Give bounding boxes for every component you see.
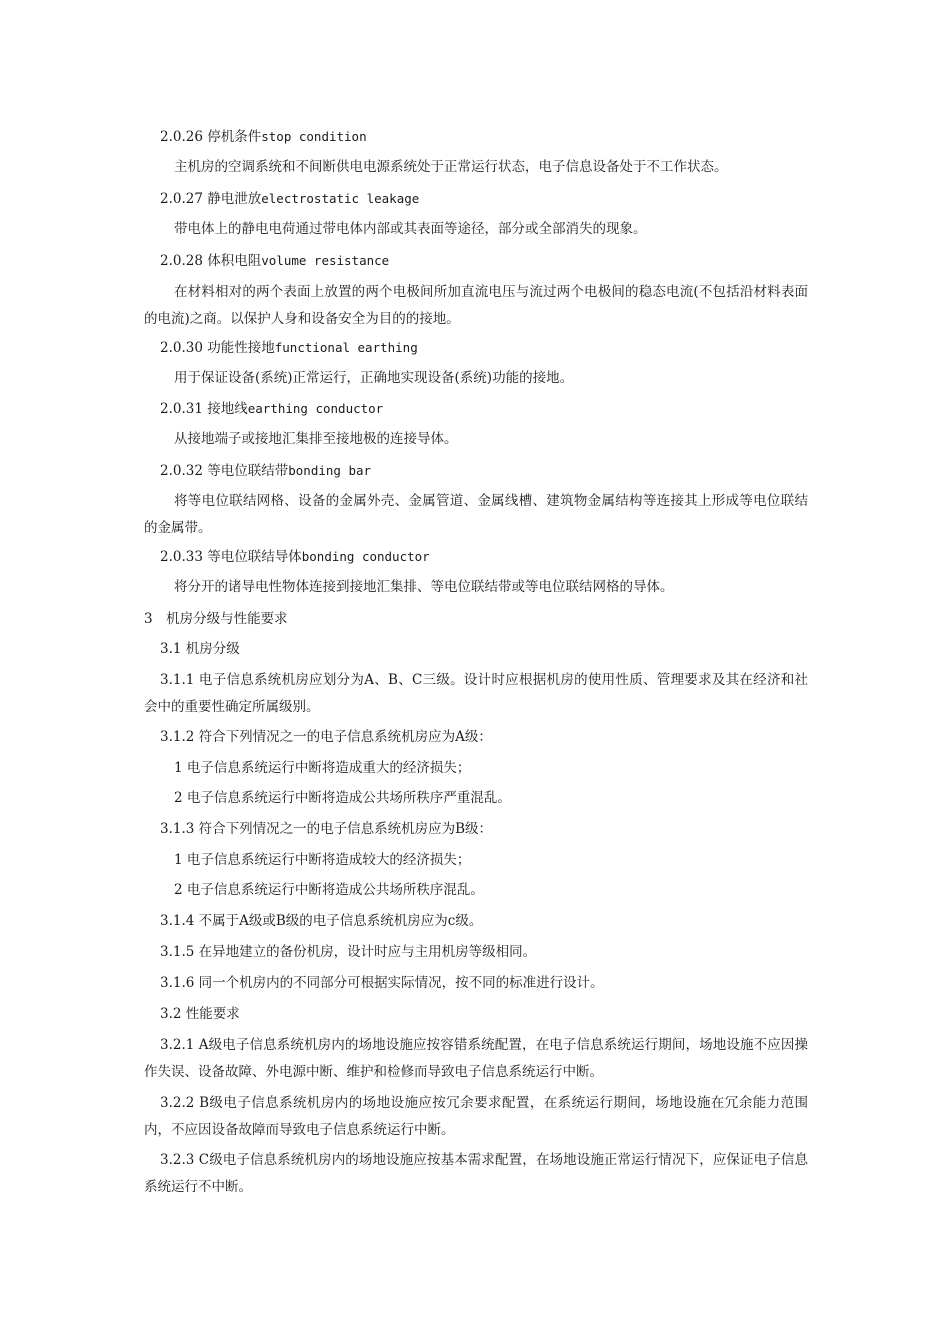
clause-text: 3.1.4 不属于A级或B级的电子信息系统机房应为c级。 xyxy=(160,913,483,929)
clause-text: 3.2.3 C级电子信息系统机房内的场地设施应按基本需求配置，在场地设施正常运行情况下，应保证电子信息系统运行不中断。 xyxy=(144,1152,808,1195)
term-heading-2-0-27: 2.0.27 静电泄放electrostatic leakage xyxy=(160,191,420,207)
term-heading-2-0-30: 2.0.30 功能性接地functional earthing xyxy=(160,340,418,356)
term-definition: 在材料相对的两个表面上放置的两个电极间所加直流电压与流过两个电极间的稳态电流(不包括沿材料表面的电流)之商。以保护人身和设备安全为目的的接地。 xyxy=(144,284,808,327)
clause-text: 3.1.6 同一个机房内的不同部分可根据实际情况，按不同的标准进行设计。 xyxy=(160,975,604,991)
term-definition: 将等电位联结网格、设备的金属外壳、金属管道、金属线槽、建筑物金属结构等连接其上形成等电位联结的金属带。 xyxy=(144,493,808,536)
clause-text: 3.1.5 在异地建立的备份机房，设计时应与主用机房等级相同。 xyxy=(160,944,537,960)
term-definition: 主机房的空调系统和不间断供电电源系统处于正常运行状态，电子信息设备处于不工作状态。 xyxy=(174,159,728,175)
clause-text: 3.2.2 B级电子信息系统机房内的场地设施应按冗余要求配置，在系统运行期间，场地设施在冗余能力范围内，不应因设备故障而导致电子信息系统运行中断。 xyxy=(144,1095,808,1138)
clause-text: 3.1.2 符合下列情况之一的电子信息系统机房应为A级： xyxy=(160,729,492,745)
term-definition: 从接地端子或接地汇集排至接地极的连接导体。 xyxy=(174,431,458,447)
chapter-heading: 3 机房分级与性能要求 xyxy=(144,611,288,627)
list-item: 2 电子信息系统运行中断将造成公共场所秩序严重混乱。 xyxy=(174,790,511,806)
clause-text: 3.1.1 电子信息系统机房应划分为A、B、C三级。设计时应根据机房的使用性质、管理要求及其在经济和社会中的重要性确定所属级别。 xyxy=(144,672,808,715)
term-heading-2-0-26: 2.0.26 停机条件stop condition xyxy=(160,129,367,145)
section-heading: 3.1 机房分级 xyxy=(160,641,240,657)
term-heading-2-0-33: 2.0.33 等电位联结导体bonding conductor xyxy=(160,549,430,565)
term-heading-2-0-28: 2.0.28 体积电阻volume resistance xyxy=(160,253,390,269)
term-definition: 将分开的诸导电性物体连接到接地汇集排、等电位联结带或等电位联结网格的导体。 xyxy=(174,579,674,595)
term-heading-2-0-32: 2.0.32 等电位联结带bonding bar xyxy=(160,463,372,479)
clause-text: 3.1.3 符合下列情况之一的电子信息系统机房应为B级： xyxy=(160,821,493,837)
term-heading-2-0-31: 2.0.31 接地线earthing conductor xyxy=(160,401,384,417)
list-item: 2 电子信息系统运行中断将造成公共场所秩序混乱。 xyxy=(174,882,484,898)
list-item: 1 电子信息系统运行中断将造成重大的经济损失； xyxy=(174,760,471,776)
section-heading: 3.2 性能要求 xyxy=(160,1006,240,1022)
term-definition: 用于保证设备(系统)正常运行，正确地实现设备(系统)功能的接地。 xyxy=(174,370,574,386)
clause-text: 3.2.1 A级电子信息系统机房内的场地设施应按容错系统配置，在电子信息系统运行期间，场地设施不应因操作失误、设备故障、外电源中断、维护和检修而导致电子信息系统运行中断。 xyxy=(144,1037,808,1080)
term-definition: 带电体上的静电电荷通过带电体内部或其表面等途径，部分或全部消失的现象。 xyxy=(174,221,647,237)
list-item: 1 电子信息系统运行中断将造成较大的经济损失； xyxy=(174,852,471,868)
